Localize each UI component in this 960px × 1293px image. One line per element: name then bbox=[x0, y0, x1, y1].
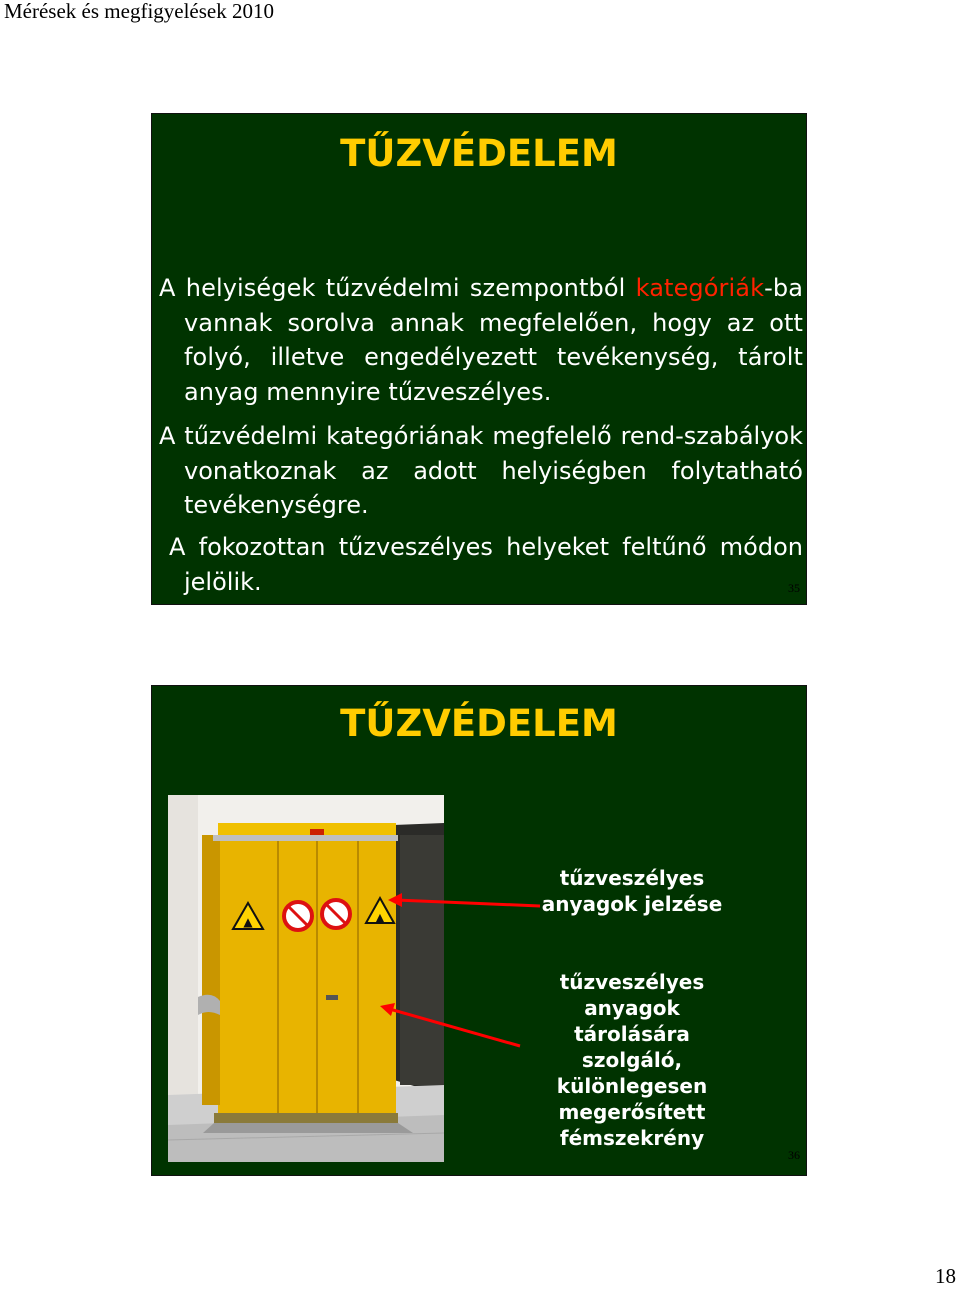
paragraph-categories bbox=[159, 271, 803, 409]
cabinet-photo bbox=[168, 795, 444, 1162]
slide-title: TŰZVÉDELEM bbox=[340, 702, 618, 745]
page-number: 18 bbox=[935, 1264, 956, 1288]
slide-35 bbox=[151, 113, 807, 605]
paragraph-text: A helyiségek tűzvédelmi szempontból bbox=[159, 274, 636, 302]
slide-title: TŰZVÉDELEM bbox=[340, 132, 618, 175]
paragraph-marking: A fokozottan tűzveszélyes helyeket feltűnő módon jelölik. bbox=[169, 533, 803, 596]
slide-number: 35 bbox=[788, 581, 800, 595]
highlight-term: kategóriák bbox=[635, 274, 765, 302]
slide-36 bbox=[151, 685, 807, 1176]
caption-cabinet: tűzveszélyes anyagok tárolására szolgáló, különlegesen megerősített fémszekrény bbox=[556, 970, 708, 1150]
svg-text:▲: ▲ bbox=[243, 915, 253, 929]
page-header: Mérések és megfigyelések 2010 bbox=[4, 0, 274, 23]
paragraph-rules: A tűzvédelmi kategóriának megfelelő rend-szabályok vonatkoznak az adott helyiségben folytatható tevékenységre. bbox=[159, 422, 803, 519]
svg-text:▲: ▲ bbox=[375, 911, 385, 924]
caption-signs: tűzveszélyes anyagok jelzése bbox=[541, 866, 723, 916]
slide-number: 36 bbox=[788, 1148, 800, 1162]
paragraph-text: -ba vannak sorolva annak megfelelően, hogy az ott folyó, illetve engedélyezett tevékenység, tárolt anyag mennyire tűzveszélyes. bbox=[184, 274, 803, 406]
